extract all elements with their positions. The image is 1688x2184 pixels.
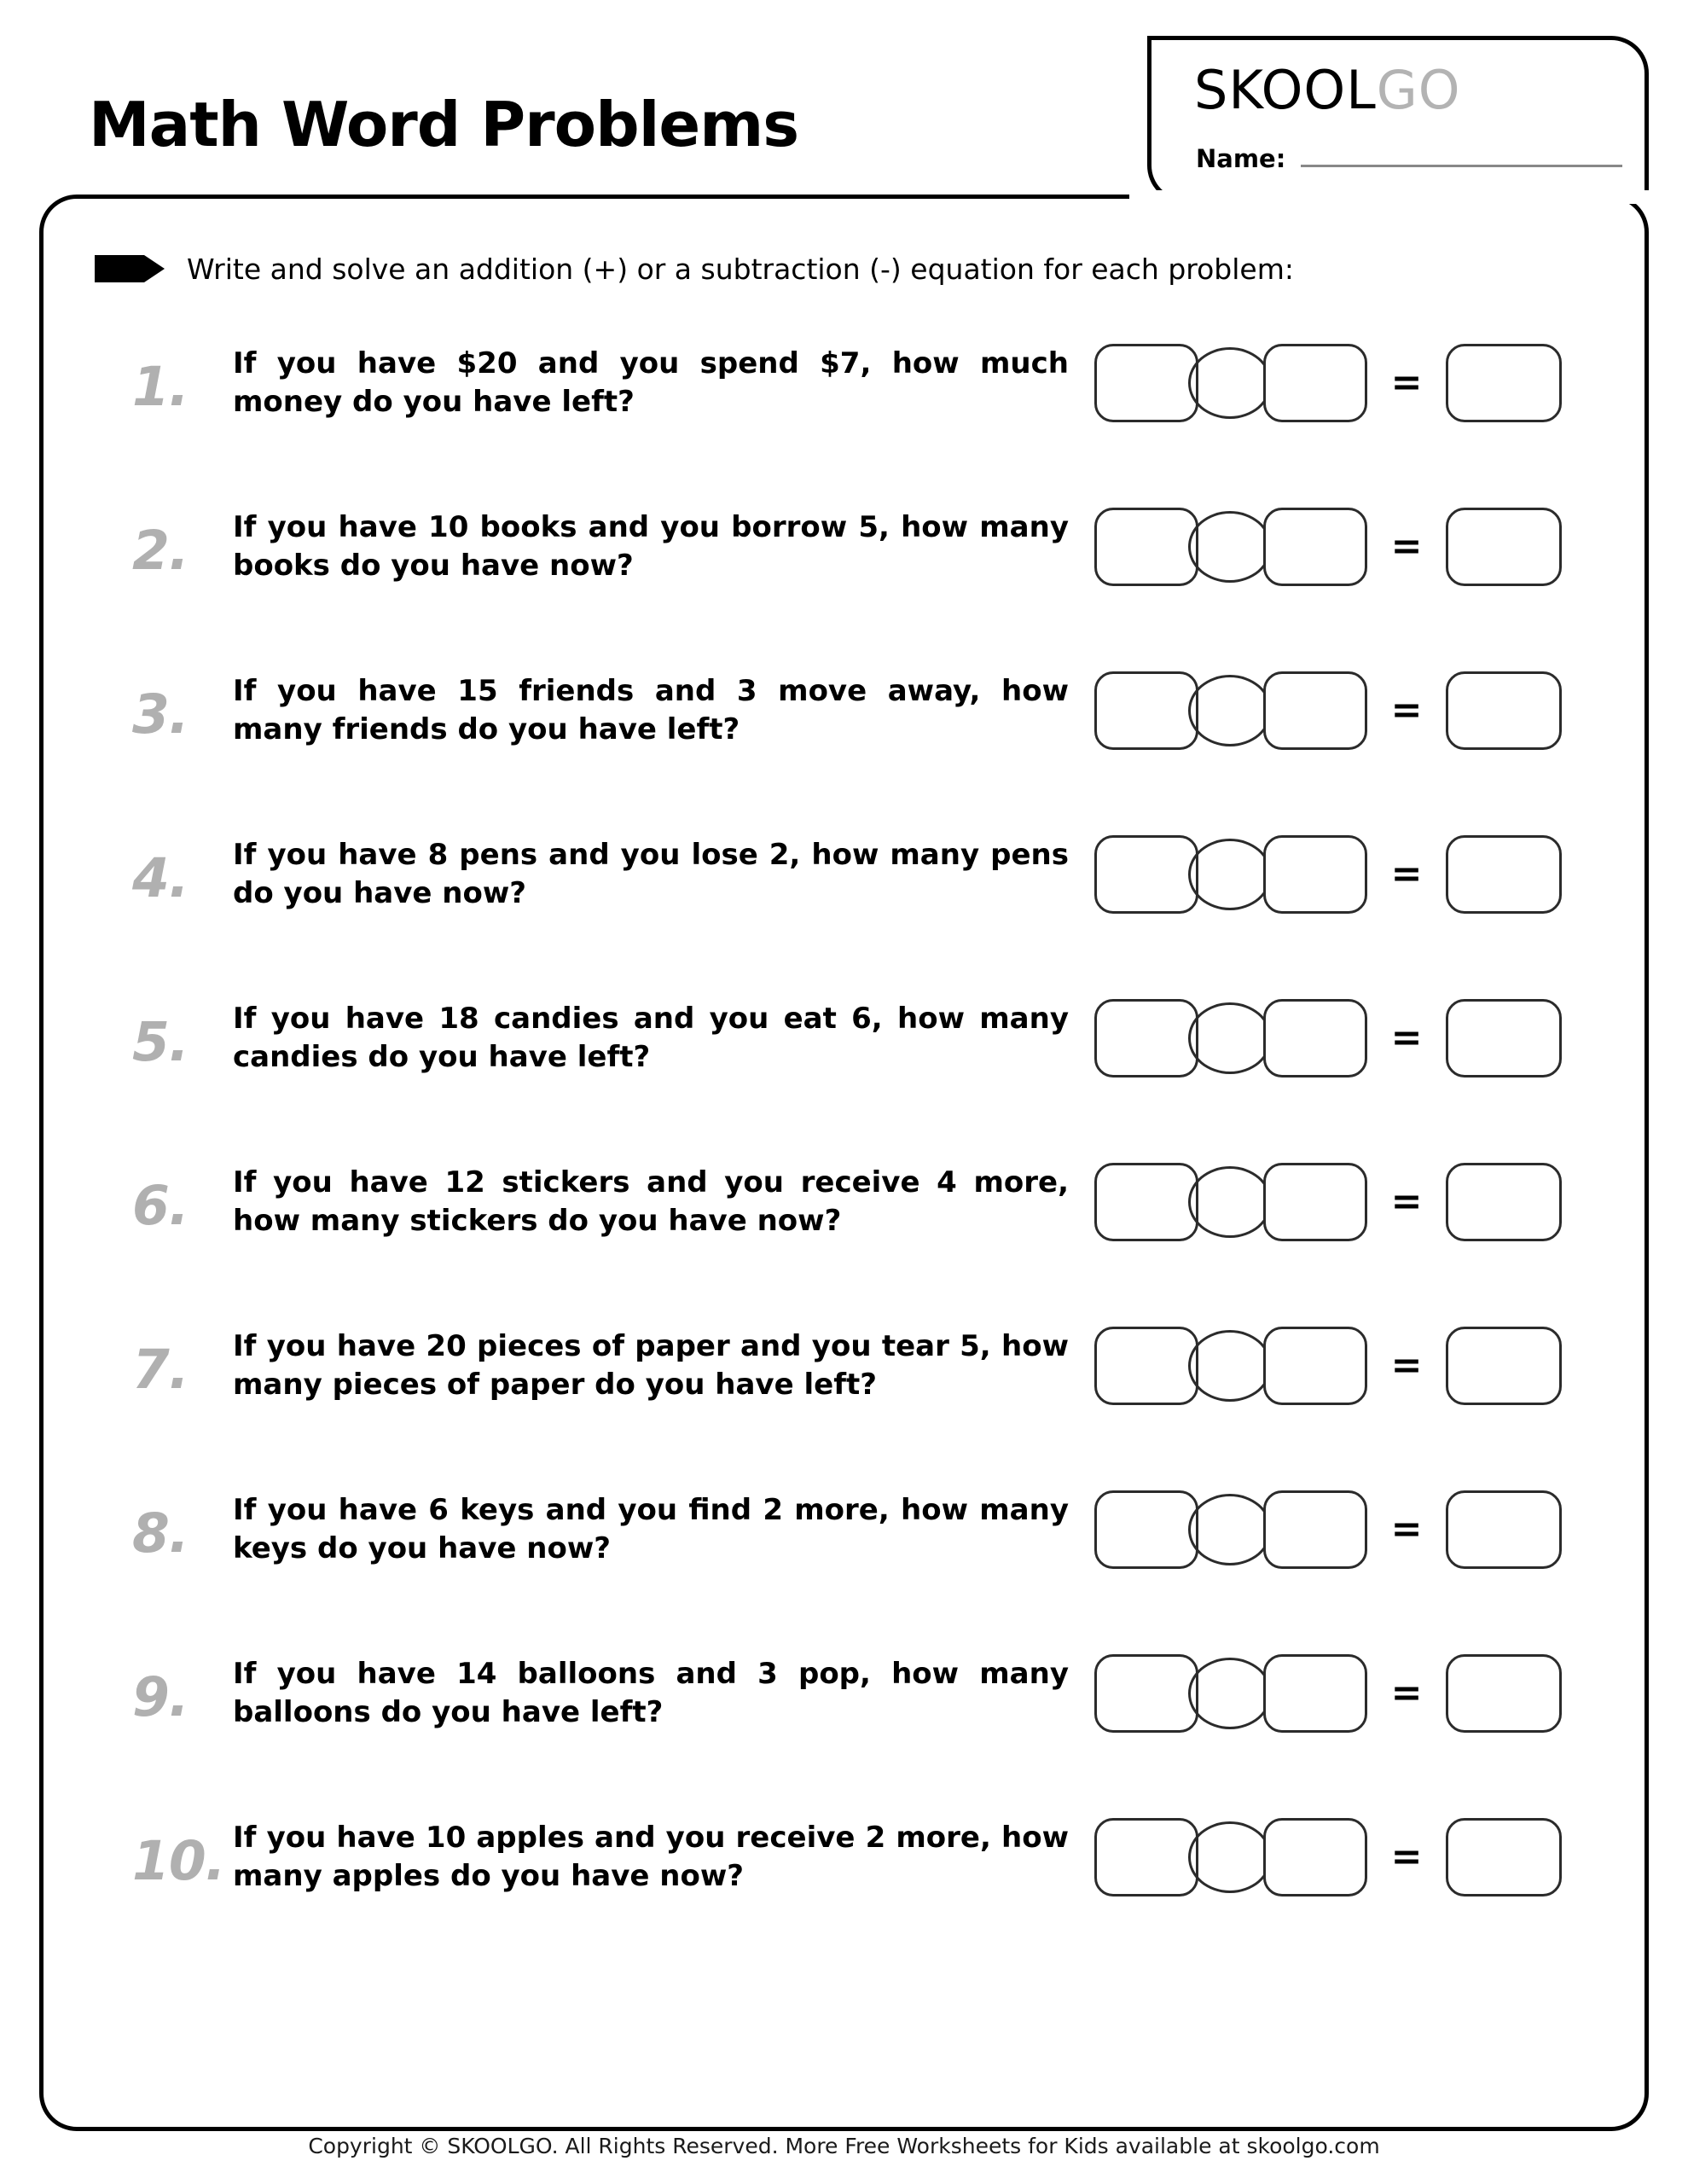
name-label: Name: [1196, 144, 1286, 173]
instruction-row [95, 252, 1596, 286]
result-box[interactable] [1446, 671, 1562, 750]
operand-b-box[interactable] [1263, 508, 1367, 586]
operand-a-box[interactable] [1094, 999, 1198, 1077]
operator-circle[interactable] [1188, 1002, 1272, 1074]
result-box[interactable] [1446, 999, 1562, 1077]
equals-sign: = [1390, 852, 1423, 896]
problem-number: 8. [132, 1502, 189, 1565]
operator-circle[interactable] [1188, 1494, 1272, 1565]
problem-row [44, 629, 1644, 793]
problem-text: If you have $20 and you spend $7, how much money do you have left? [233, 346, 1069, 419]
problem-number: 6. [132, 1174, 189, 1237]
result-box[interactable] [1446, 835, 1562, 914]
brand-logo-skool: SKOOL [1194, 59, 1377, 121]
result-box[interactable] [1446, 344, 1562, 422]
equals-sign: = [1390, 1180, 1423, 1223]
operand-a-box[interactable] [1094, 1327, 1198, 1405]
answer-area [1094, 1654, 1562, 1733]
equals-sign: = [1390, 525, 1423, 568]
problem-number: 10. [132, 1829, 225, 1892]
operator-circle[interactable] [1188, 839, 1272, 910]
equals-sign: = [1390, 1835, 1423, 1879]
instruction-text: Write and solve an addition (+) or a subtraction (-) equation for each problem: [187, 252, 1294, 286]
equation-group [1094, 1327, 1367, 1405]
equals-sign: = [1390, 1671, 1423, 1715]
operator-circle[interactable] [1188, 511, 1272, 583]
result-box[interactable] [1446, 1654, 1562, 1733]
equation-group [1094, 344, 1367, 422]
operand-a-box[interactable] [1094, 1818, 1198, 1896]
equation-group [1094, 1818, 1367, 1896]
equals-sign: = [1390, 1344, 1423, 1387]
problem-row [44, 1612, 1644, 1775]
arrow-tag-icon [95, 252, 165, 286]
equals-sign: = [1390, 1016, 1423, 1060]
equation-group [1094, 508, 1367, 586]
problem-row [44, 465, 1644, 629]
operand-b-box[interactable] [1263, 1327, 1367, 1405]
operator-circle[interactable] [1188, 347, 1272, 419]
problem-number: 5. [132, 1010, 189, 1073]
equation-group [1094, 1163, 1367, 1241]
result-box[interactable] [1446, 1818, 1562, 1896]
equation-group [1094, 671, 1367, 750]
result-box[interactable] [1446, 508, 1562, 586]
problem-text: If you have 20 pieces of paper and you tear 5, how many pieces of paper do you have left? [233, 1329, 1069, 1402]
problem-row [44, 793, 1644, 956]
equation-group [1094, 1490, 1367, 1569]
operand-a-box[interactable] [1094, 1654, 1198, 1733]
answer-area [1094, 671, 1562, 750]
problem-list [44, 301, 1644, 1939]
problem-text: If you have 12 stickers and you receive 4 more, how many stickers do you have now? [233, 1165, 1069, 1238]
operand-b-box[interactable] [1263, 1490, 1367, 1569]
worksheet-header [39, 36, 1649, 198]
equals-sign: = [1390, 361, 1423, 404]
frame-notch [1129, 190, 1650, 204]
problem-number: 7. [132, 1338, 189, 1401]
operand-a-box[interactable] [1094, 671, 1198, 750]
operator-circle[interactable] [1188, 1166, 1272, 1238]
worksheet-frame [39, 195, 1649, 2131]
answer-area [1094, 1818, 1562, 1896]
problem-text: If you have 15 friends and 3 move away, how many friends do you have left? [233, 674, 1069, 746]
problem-text: If you have 18 candies and you eat 6, how many candies do you have left? [233, 1002, 1069, 1074]
answer-area [1094, 835, 1562, 914]
problem-row [44, 301, 1644, 465]
brand-plate [1147, 36, 1649, 203]
problem-row [44, 1284, 1644, 1448]
answer-area [1094, 508, 1562, 586]
operand-b-box[interactable] [1263, 999, 1367, 1077]
result-box[interactable] [1446, 1327, 1562, 1405]
footer-text: Copyright © SKOOLGO. All Rights Reserved. More Free Worksheets for Kids available at skoolgo.com [286, 2134, 1401, 2158]
equation-group [1094, 1654, 1367, 1733]
problem-text: If you have 6 keys and you find 2 more, how many keys do you have now? [233, 1493, 1069, 1565]
answer-area [1094, 1490, 1562, 1569]
problem-text: If you have 8 pens and you lose 2, how many pens do you have now? [233, 838, 1069, 910]
operator-circle[interactable] [1188, 675, 1272, 746]
equals-sign: = [1390, 1507, 1423, 1551]
problem-text: If you have 10 apples and you receive 2 more, how many apples do you have now? [233, 1821, 1069, 1893]
problem-number: 9. [132, 1665, 189, 1728]
problem-number: 3. [132, 682, 189, 746]
problem-row [44, 1448, 1644, 1612]
name-input-line[interactable] [1301, 165, 1622, 167]
operand-a-box[interactable] [1094, 1163, 1198, 1241]
operand-a-box[interactable] [1094, 508, 1198, 586]
name-field-row [1196, 144, 1622, 173]
problem-row [44, 1775, 1644, 1939]
answer-area [1094, 1327, 1562, 1405]
equation-group [1094, 999, 1367, 1077]
operand-b-box[interactable] [1263, 835, 1367, 914]
problem-text: If you have 10 books and you borrow 5, how many books do you have now? [233, 510, 1069, 583]
operand-b-box[interactable] [1263, 1818, 1367, 1896]
operator-circle[interactable] [1188, 1330, 1272, 1402]
problem-row [44, 1120, 1644, 1284]
operand-b-box[interactable] [1263, 671, 1367, 750]
operator-circle[interactable] [1188, 1658, 1272, 1729]
footer [39, 2134, 1649, 2158]
equation-group [1094, 835, 1367, 914]
operand-b-box[interactable] [1263, 1163, 1367, 1241]
answer-area [1094, 999, 1562, 1077]
operand-b-box[interactable] [1263, 1654, 1367, 1733]
problem-number: 1. [132, 355, 189, 418]
operand-a-box[interactable] [1094, 1490, 1198, 1569]
operand-a-box[interactable] [1094, 835, 1198, 914]
answer-area [1094, 1163, 1562, 1241]
answer-area [1094, 344, 1562, 422]
problem-number: 2. [132, 519, 189, 582]
brand-logo [1194, 59, 1461, 121]
operator-circle[interactable] [1188, 1821, 1272, 1893]
equals-sign: = [1390, 688, 1423, 732]
operand-b-box[interactable] [1263, 344, 1367, 422]
brand-logo-go: GO [1376, 59, 1461, 121]
result-box[interactable] [1446, 1163, 1562, 1241]
problem-text: If you have 14 balloons and 3 pop, how many balloons do you have left? [233, 1657, 1069, 1729]
problem-number: 4. [132, 846, 189, 909]
result-box[interactable] [1446, 1490, 1562, 1569]
page-title: Math Word Problems [89, 89, 799, 160]
problem-row [44, 956, 1644, 1120]
operand-a-box[interactable] [1094, 344, 1198, 422]
